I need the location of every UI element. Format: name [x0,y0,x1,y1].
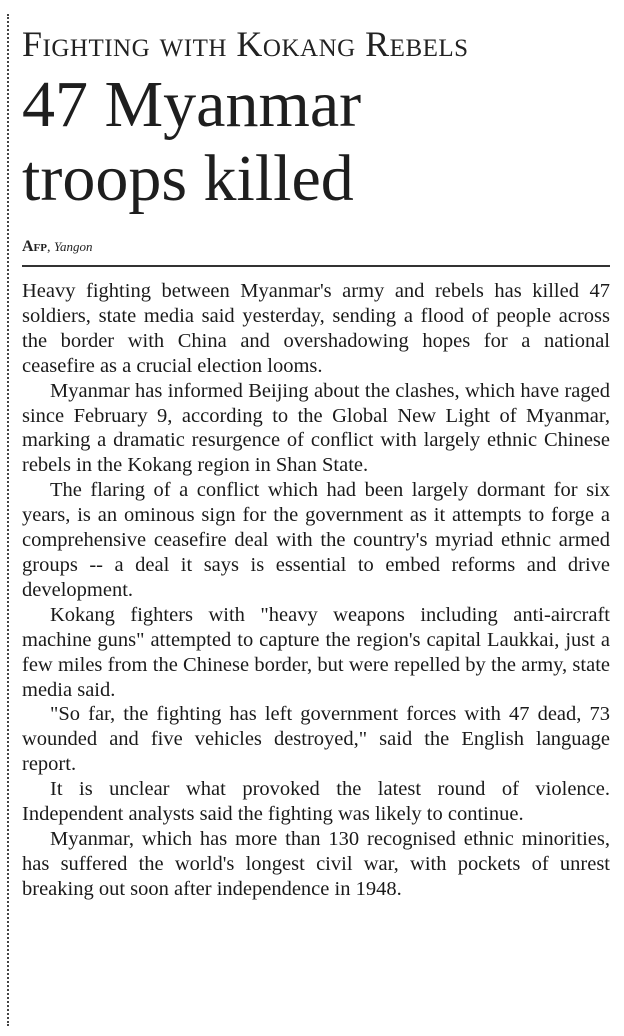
paragraph-6: It is unclear what provoked the latest round of violence. Independent analysts said the fighting was likely to continue. [22,778,610,826]
paragraph-4: Kokang fighters with "heavy weapons including anti-aircraft machine guns" attempted to capture the region's capital Laukkai, just a few miles from the Chinese border, but were repelled by the army, state media said. [22,603,610,701]
byline-divider [22,265,610,267]
article-body [22,279,610,902]
headline-line-1: 47 Myanmar [22,68,362,141]
headline-line-2: troops killed [22,142,354,215]
paragraph-2: Myanmar has informed Beijing about the clashes, which have raged since February 9, according to the Global New Light of Myanmar, marking a dramatic resurgence of conflict with largely ethnic Chinese rebels in the Kokang region in Shan State. [22,379,610,477]
paragraph-1: Heavy fighting between Myanmar's army and rebels has killed 47 soldiers, state media said yesterday, sending a flood of people across the border with China and overshadowing hopes for a national ceasefire as a crucial election looms. [22,280,610,377]
article-kicker: Fighting with Kokang Rebels [22,24,469,64]
paragraph-3: The flaring of a conflict which had been largely dormant for six years, is an ominous sign for the government as it attempts to forge a comprehensive ceasefire deal with the country's myriad ethnic armed groups -- a deal it says is essential to embed reforms and drive development. [22,479,610,601]
article-headline [22,68,614,216]
news-article [22,0,614,902]
byline-separator: , [47,240,54,255]
paragraph-5: "So far, the fighting has left government forces with 47 dead, 73 wounded and five vehicles destroyed," said the English language report. [22,703,610,776]
byline-agency: Afp [22,238,47,255]
dotted-column-rule [7,14,9,1026]
paragraph-7: Myanmar, which has more than 130 recognised ethnic minorities, has suffered the world's longest civil war, with pockets of unrest breaking out soon after independence in 1948. [22,827,610,900]
article-byline [22,238,614,257]
byline-city: Yangon [54,239,93,254]
